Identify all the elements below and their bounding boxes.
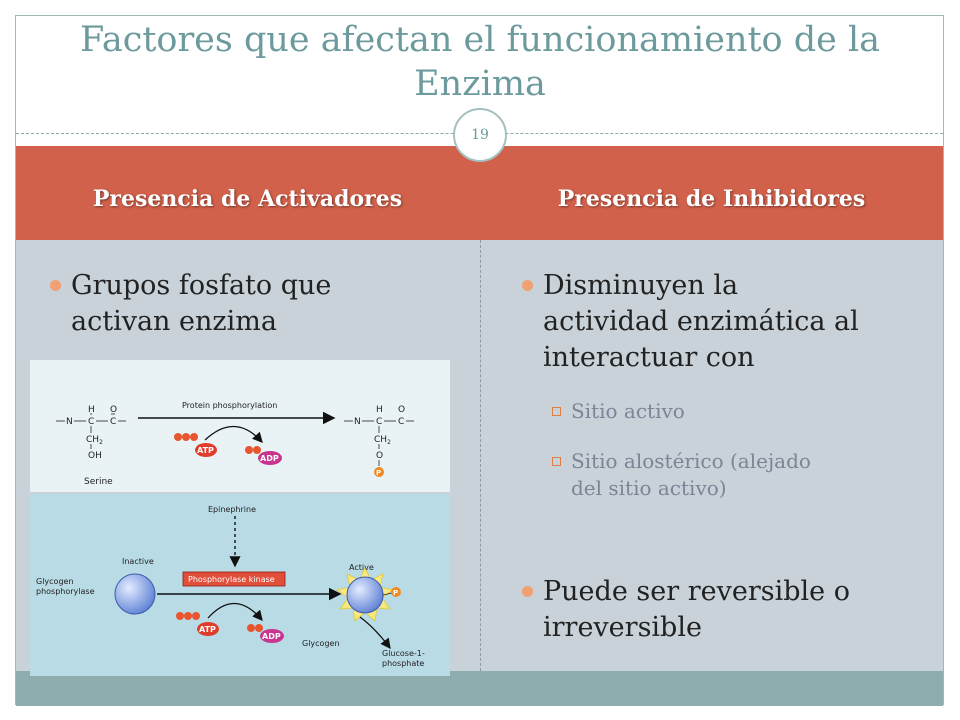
svg-text:O: O <box>376 451 384 461</box>
title-line-1: Factores que afectan el funcionamiento de la <box>79 20 881 60</box>
right-bullet-2-line-2: irreversible <box>543 612 702 643</box>
glucose-phosphate-label-1: Glucose-1- <box>382 649 425 658</box>
sub-bullet-2-line-2: del sitio activo) <box>571 476 727 500</box>
svg-text:H: H <box>376 405 383 415</box>
left-bullet-line-2: activan enzima <box>71 306 277 337</box>
glycogen-phosphorylase-label-1: Glycogen <box>36 577 74 586</box>
epinephrine-label: Epinephrine <box>208 505 256 514</box>
svg-text:O: O <box>398 405 406 415</box>
phosphate-icon-bottom <box>391 587 401 597</box>
right-bullet-1-line-3: interactuar con <box>543 342 755 373</box>
inactive-enzyme-icon <box>115 574 155 614</box>
svg-text:P: P <box>376 469 382 477</box>
svg-text:N: N <box>354 417 361 427</box>
svg-text:C: C <box>88 417 95 427</box>
glycogen-label: Glycogen <box>302 639 340 648</box>
svg-text:ATP: ATP <box>197 446 214 455</box>
svg-text:O: O <box>110 405 118 415</box>
svg-text:H: H <box>88 405 95 415</box>
column-divider <box>480 240 481 671</box>
sub-bullet-allosteric-site <box>571 448 811 502</box>
svg-text:ATP: ATP <box>199 625 216 634</box>
svg-text:P: P <box>393 589 399 597</box>
sub-bullet-active-site <box>571 398 685 425</box>
svg-text:CH2: $CH_2$ <box>86 435 103 446</box>
sub-bullet-1-text: Sitio activo <box>571 399 685 423</box>
active-enzyme-icon <box>347 577 383 613</box>
svg-text:C: C <box>110 417 117 427</box>
active-label: Active <box>349 563 374 572</box>
svg-text:CH2: $CH_2$ <box>374 435 391 446</box>
slide-title <box>20 18 940 106</box>
sub-bullet-2-line-1: Sitio alostérico (alejado <box>571 449 811 473</box>
svg-text:OH: OH <box>88 451 102 461</box>
footer-band <box>16 671 943 706</box>
phosphorylation-figure <box>30 360 450 676</box>
left-column-header: Presencia de Activadores <box>92 186 403 212</box>
bullet-dot-icon <box>50 280 61 291</box>
phosphate-icon-top <box>374 467 384 477</box>
left-bullet <box>71 268 331 340</box>
glucose-phosphate-label-2: phosphate <box>382 659 425 668</box>
right-bullet-2 <box>543 574 850 646</box>
svg-text:ADP: ADP <box>262 632 281 641</box>
svg-text:C: C <box>376 417 383 427</box>
square-bullet-icon <box>552 457 561 466</box>
protein-phosphorylation-label: Protein phosphorylation <box>182 401 278 410</box>
right-bullet-1-line-2: actividad enzimática al <box>543 306 859 337</box>
page-number-badge: 19 <box>453 108 507 162</box>
inactive-label: Inactive <box>122 557 154 566</box>
left-bullet-line-1: Grupos fosfato que <box>71 270 332 301</box>
glycogen-phosphorylase-label-2: phosphorylase <box>36 587 95 596</box>
svg-text:N: N <box>66 417 73 427</box>
right-bullet-2-line-1: Puede ser reversible o <box>543 576 850 607</box>
svg-text:C: C <box>398 417 405 427</box>
square-bullet-icon <box>552 407 561 416</box>
title-line-2: Enzima <box>414 64 546 104</box>
right-bullet-1-line-1: Disminuyen la <box>543 270 739 301</box>
phosphorylase-kinase-label: Phosphorylase kinase <box>188 575 275 584</box>
right-bullet-1 <box>543 268 859 376</box>
right-column-header: Presencia de Inhibidores <box>557 186 866 212</box>
serine-label: Serine <box>84 477 113 487</box>
svg-text:ADP: ADP <box>260 454 279 463</box>
bullet-dot-icon <box>522 586 533 597</box>
bullet-dot-icon <box>522 280 533 291</box>
